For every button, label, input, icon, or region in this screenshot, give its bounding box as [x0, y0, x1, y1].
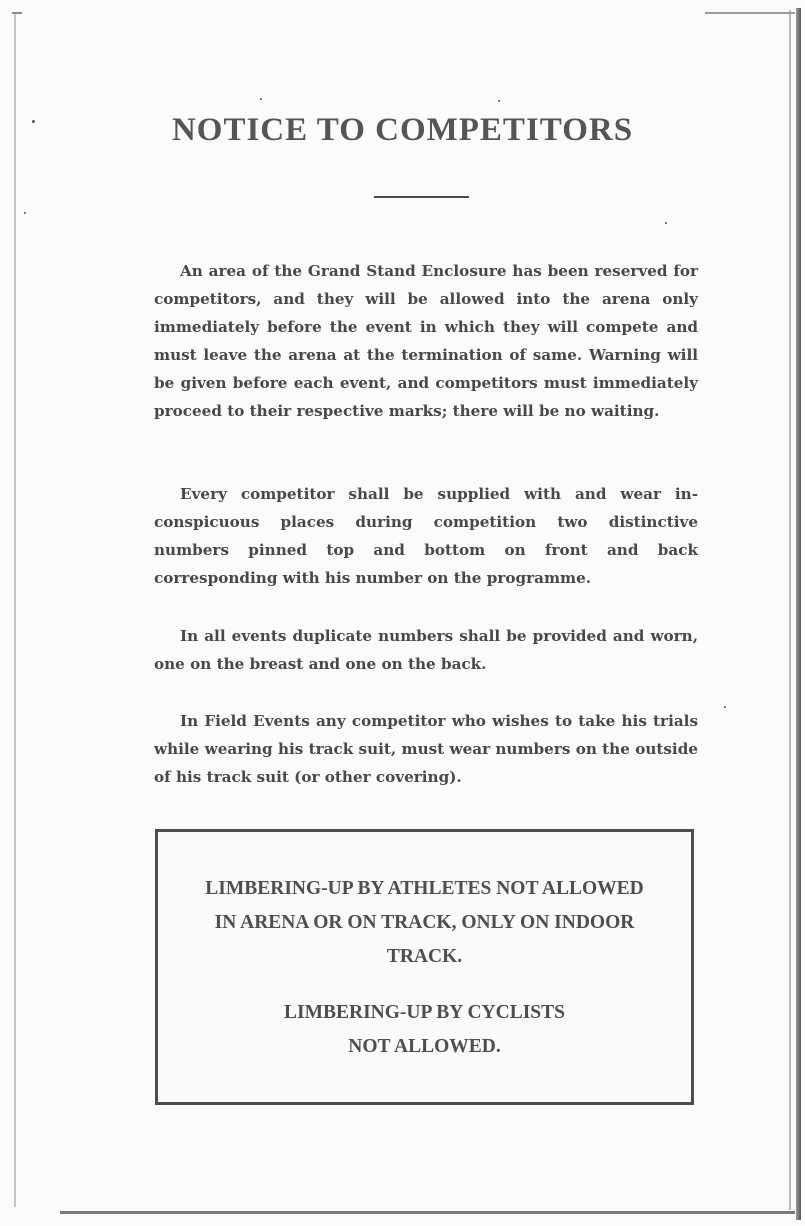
scan-edge-top-right: [705, 12, 795, 14]
scan-speck: [498, 100, 500, 102]
scan-edge-right-inner: [789, 10, 791, 1210]
scan-speck: [24, 212, 26, 214]
athletes-limbering-notice: LIMBERING-UP BY ATHLETES NOT ALLOWED IN ARENA OR ON TRACK, ONLY ON INDOOR TRACK.: [205, 878, 644, 967]
scan-edge-right: [796, 8, 801, 1220]
paragraph-duplicate-numbers: In all events duplicate numbers shall be provided and worn, one on the breast and one on the back.: [154, 627, 698, 673]
scan-edge-bottom: [60, 1211, 795, 1214]
title-divider: [374, 196, 469, 198]
paragraph-field-events: In Field Events any competitor who wishes to take his trials while wearing his track suit, must wear numbers on the outside of his track suit (or other covering).: [154, 712, 698, 786]
limbering-up-notice-box: [155, 829, 694, 1105]
page-title: NOTICE TO COMPETITORS: [171, 112, 634, 148]
cyclists-limbering-notice: LIMBERING-UP BY CYCLISTS NOT ALLOWED.: [284, 1002, 565, 1057]
scan-speck: [260, 98, 262, 100]
scan-speck: [665, 222, 667, 224]
scan-edge-left: [14, 12, 16, 1207]
scan-speck: [724, 706, 726, 708]
paragraph-enclosure: An area of the Grand Stand Enclosure has been reserved for competitors, and they will be allowed into the arena only immediately before the event in which they will compete and must leave the arena at the termination of same. Warning will be given before each event, and competitors must immediately proceed to their respective marks; there will be no waiting.: [154, 262, 698, 420]
scan-edge-left-tick: [12, 12, 22, 14]
paragraph-numbers: Every competitor shall be supplied with and wear in-conspicuous places during competition two distinctive numbers pinned top and bottom on front and back corresponding with his number on the programme.: [154, 485, 698, 587]
